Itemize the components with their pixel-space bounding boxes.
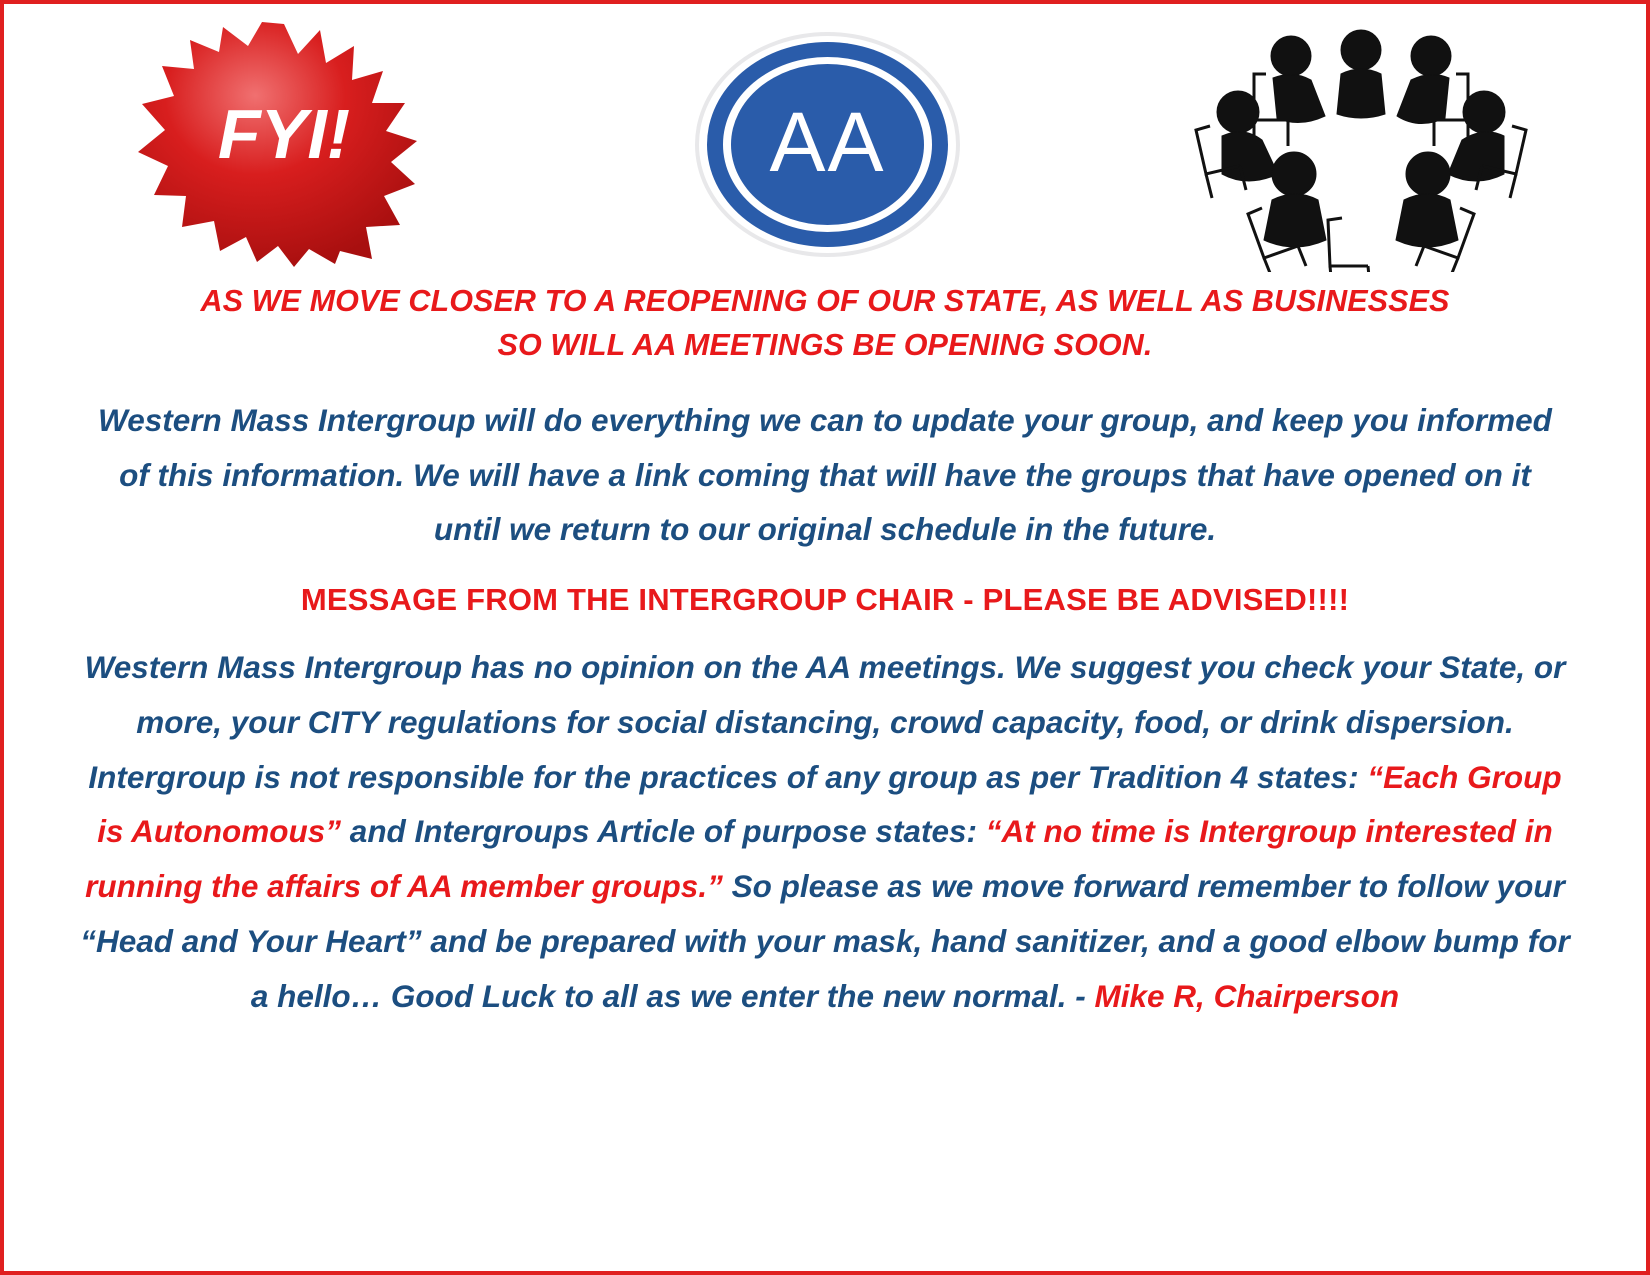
fyi-label: FYI!: [217, 95, 351, 173]
intro-paragraph: Western Mass Intergroup will do everything we can to update your group, and keep you informed of this information. We will have a link coming that will have the groups that have opened on it until we return to our original schedule in the future.: [98, 402, 1552, 547]
fyi-starburst-icon: [124, 18, 444, 268]
poster-body: [4, 279, 1646, 1024]
group-meeting-svg: [1166, 22, 1556, 272]
chair-message-quote2: “At no time is Intergroup interested in running the affairs of AA member groups.”: [85, 813, 1553, 905]
chair-message: [76, 640, 1574, 1024]
chair-message-part1: Western Mass Intergroup has no opinion on the AA meetings. We suggest you check your State, or more, your CITY regulations for social distancing, crowd capacity, food, or drink dispersion. Intergroup is not responsible for the practices of any group as per Tradition 4 states:: [84, 648, 1566, 795]
chair-message-part3: So please as we move forward remember to follow your “Head and Your Heart” and be prepared with your mask, hand sanitizer, and a good elbow bump for a hello… Good Luck to all as we enter the new normal. -: [80, 868, 1570, 1014]
chair-heading: MESSAGE FROM THE INTERGROUP CHAIR - PLEASE BE ADVISED!!!!: [300, 581, 1350, 617]
aa-logo: [685, 24, 965, 274]
aa-logo-core: [731, 64, 924, 225]
chair-message-part2: and Intergroups Article of purpose states:: [341, 813, 986, 850]
aa-label: AA: [769, 94, 886, 189]
header-icon-row: [4, 4, 1646, 279]
group-meeting-circle-icon: [1166, 22, 1556, 272]
headline-line-1: AS WE MOVE CLOSER TO A REOPENING OF OUR STATE, AS WELL AS BUSINESSES: [200, 284, 1450, 318]
headline-line-2: SO WILL AA MEETINGS BE OPENING SOON.: [497, 328, 1153, 363]
chair-signature: Mike R, Chairperson: [1094, 977, 1400, 1014]
chair-message-quote1: “Each Group is Autonomous”: [97, 758, 1562, 850]
fyi-starburst-svg: [124, 18, 444, 268]
